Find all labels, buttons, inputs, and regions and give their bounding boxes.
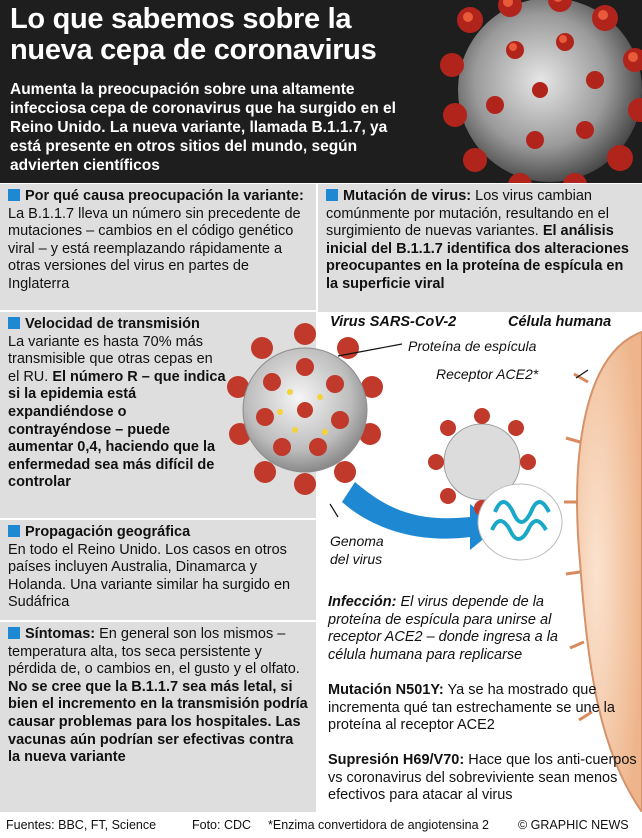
virus-genome [478,484,562,560]
note-h69-v70 [328,752,638,805]
sars-cov-2-virus [227,323,383,495]
bullet-square-icon [8,189,20,201]
note-heading: Mutación N501Y: [328,682,444,698]
section-body-bold: El número R – que indica si la epidemia está expandiéndose o contrayéndose – puede aumentar 0,4, haciendo que la enfermedad sea más difícil de controlar [8,368,226,491]
note-n501y [328,682,638,735]
bullet-square-icon [8,627,20,639]
section-body: La B.1.1.7 lleva un número sin precedente de mutaciones – cambios en el código genético viral – y está reemplazando rápidamente a otras versiones del virus en partes de Inglaterra [8,205,301,292]
page-title: Lo que sabemos sobre la nueva cepa de coronavirus [10,3,377,66]
section-velocidad [8,316,226,492]
section-heading: Por qué causa preocupación la variante: [25,188,304,204]
note-body: Hace que los anti-cuerpos vs coronavirus del sobreviviente sean menos efectivos para atacar al virus [328,752,637,804]
note-body: Ya se ha mostrado que incrementa qué tan estrechamente se une la proteína al receptor ACE2 [328,682,615,734]
note-infeccion [328,594,558,664]
section-body: En general son los mismos – temperatura alta, tos seca persistente y pérdida de, o cambios en, el gusto y el olfato. [8,626,300,678]
footer-graphic-news-credit: © GRAPHIC NEWS [518,818,629,832]
section-propagacion [8,524,308,612]
cell-label: Célula humana [508,314,612,330]
section-heading: Propagación geográfica [25,524,191,540]
footer-footnote: *Enzima convertidora de angiotensina 2 [268,818,489,832]
footer-sources: Fuentes: BBC, FT, Science [6,818,157,832]
genome-label: Genoma del virus [330,533,384,567]
section-body-bold: El análisis inicial del B.1.1.7 identifica dos alteraciones preocupantes en la proteína de espícula en la superficie viral [326,223,629,292]
section-heading: Velocidad de transmisión [25,316,200,332]
note-body: El virus depende de la proteína de espícula para unirse al receptor ACE2 – donde ingresa a la célula humana para replicarse [328,594,558,663]
coronavirus-photo [400,0,642,183]
note-heading: Supresión H69/V70: [328,752,465,768]
section-body: La variante es hasta 70% más transmisible que otras cepas en el RU. [8,333,213,385]
section-body: Los virus cambian comúnmente por mutación, resultando en el surgimiento de nuevas variantes. [326,188,609,240]
section-sintomas [8,626,308,767]
bullet-square-icon [326,189,338,201]
human-cell [564,332,642,812]
section-body: En todo el Reino Unido. Los casos en otros países incluyen Australia, Dinamarca y Holanda. Una variante similar ha surgido en Sudáfrica [8,541,291,611]
page-subtitle: Aumenta la preocupación sobre una altamente infecciosa cepa de coronavirus que ha surgido en el Reino Unido. La nueva variante, llamada B.1.1.7, ya está presente en otros sitios del mundo, según advierten científicos [10,81,396,174]
footer [0,814,642,838]
header-banner [0,0,642,183]
virus-label: Virus SARS-CoV-2 [330,314,457,330]
bullet-square-icon [8,525,20,537]
bullet-square-icon [8,317,20,329]
section-heading: Síntomas: [25,626,96,642]
section-heading: Mutación de virus: [343,188,472,204]
note-heading: Infección: [328,594,397,610]
section-mutacion-virus [326,188,634,294]
footer-photo-credit: Foto: CDC [192,818,252,832]
ace2-receptor-label: Receptor ACE2* [436,366,539,382]
section-causa [8,188,308,294]
spike-protein-label: Proteína de espícula [408,338,537,354]
section-body-bold: No se cree que la B.1.1.7 sea más letal, si bien el incremento en la transmisión podría causar problemas para los hospitales. Las vacunas aún podrían ser efectivas contra la nueva variante [8,678,308,766]
